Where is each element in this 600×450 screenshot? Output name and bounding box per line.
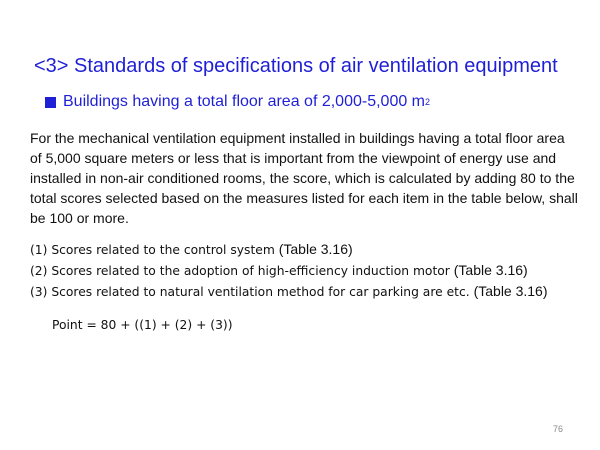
score-item-text: (3) Scores related to natural ventilation method for car parking are etc. — [30, 285, 474, 299]
point-formula: Point = 80 + ((1) + (2) + (3)) — [52, 318, 233, 332]
subtitle-text: Buildings having a total floor area of 2,000-5,000 m — [63, 93, 426, 110]
score-item-text: (2) Scores related to the adoption of high-efficiency induction motor — [30, 264, 454, 278]
subtitle-superscript: 2 — [425, 97, 431, 107]
page-number: 76 — [553, 424, 564, 434]
square-bullet-icon — [45, 97, 56, 108]
slide-title: <3> Standards of specifications of air ventilation equipment — [34, 55, 558, 77]
score-list — [30, 239, 548, 302]
score-item-text: (1) Scores related to the control system — [30, 243, 279, 257]
table-reference: (Table 3.16) — [278, 241, 353, 257]
subtitle — [45, 93, 430, 111]
table-reference: (Table 3.16) — [473, 283, 548, 299]
body-paragraph: For the mechanical ventilation equipment installed in buildings having a total floor area of 5,000 square meters or less that is important from the viewpoint of energy use and installed in non-air conditioned rooms, the score, which is calculated by adding 80 to the total scores selected based on the measures listed for each item in the table below, shall be 100 or more. — [30, 130, 578, 226]
score-item-1 — [30, 239, 548, 260]
score-item-2 — [30, 260, 548, 281]
table-reference: (Table 3.16) — [453, 262, 528, 278]
score-item-3 — [30, 281, 548, 302]
